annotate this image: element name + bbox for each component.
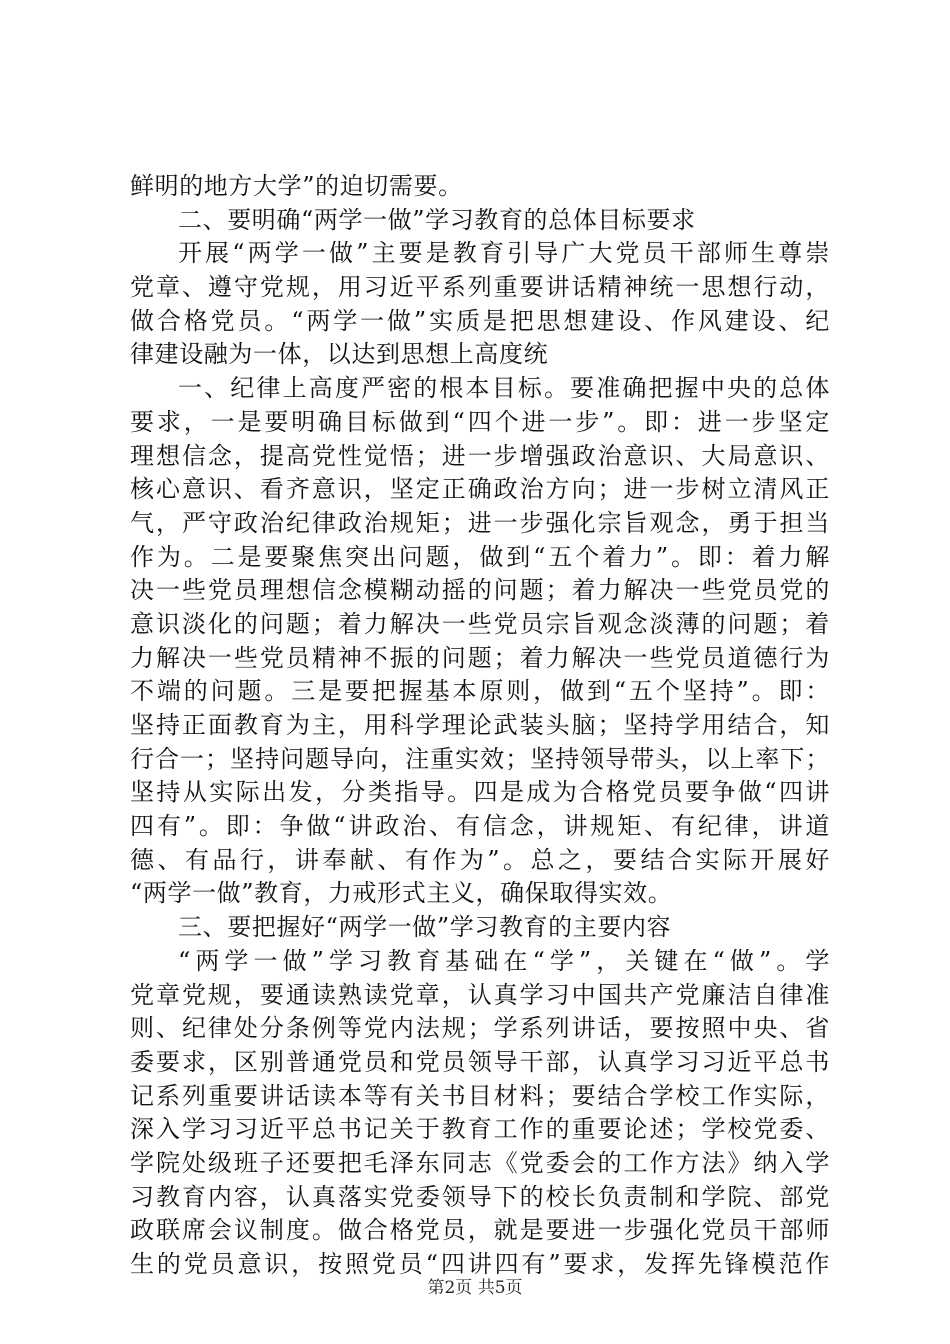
text-line: 行合一；坚持问题导向，注重实效；坚持领导带头，以上率下；: [130, 744, 830, 773]
text-line: 理想信念，提高党性觉悟；进一步增强政治意识、大局意识、: [130, 441, 830, 470]
text-line: 三、要把握好“两学一做”学习教育的主要内容: [178, 913, 672, 942]
text-line: 核心意识、看齐意识，坚定正确政治方向；进一步树立清风正: [130, 475, 830, 504]
text-line: 气，严守政治纪律政治规矩；进一步强化宗旨观念，勇于担当: [130, 508, 830, 537]
page-footer: 第2页 共5页: [427, 1278, 523, 1298]
text-line: “两学一做”学习教育基础在“学”，关键在“做”。学: [178, 946, 830, 975]
text-line: 党章党规，要通读熟读党章，认真学习中国共产党廉洁自律准: [130, 980, 830, 1009]
text-line: 力解决一些党员精神不振的问题；着力解决一些党员道德行为: [130, 643, 830, 672]
text-line: 开展“两学一做”主要是教育引导广大党员干部师生尊崇: [178, 239, 830, 268]
text-line: 意识淡化的问题；着力解决一些党员宗旨观念淡薄的问题；着: [130, 609, 830, 638]
text-line: 政联席会议制度。做合格党员，就是要进一步强化党员干部师: [130, 1216, 830, 1245]
text-line: 委要求，区别普通党员和党员领导干部，认真学习习近平总书: [130, 1047, 830, 1076]
text-line: 作为。二是要聚焦突出问题，做到“五个着力”。即：着力解: [130, 542, 830, 571]
text-line: 做合格党员。“两学一做”实质是把思想建设、作风建设、纪: [130, 306, 830, 335]
text-line: 要求，一是要明确目标做到“四个进一步”。即：进一步坚定: [130, 407, 830, 436]
text-line: 坚持从实际出发，分类指导。四是成为合格党员要争做“四讲: [130, 778, 830, 807]
text-line: 二、要明确“两学一做”学习教育的总体目标要求: [178, 205, 696, 234]
text-line: 记系列重要讲话读本等有关书目材料；要结合学校工作实际，: [130, 1081, 830, 1110]
text-line: 习教育内容，认真落实党委领导下的校长负责制和学院、部党: [130, 1182, 830, 1211]
text-line: 律建设融为一体，以达到思想上高度统: [130, 340, 549, 369]
text-line: 学院处级班子还要把毛泽东同志《党委会的工作方法》纳入学: [130, 1148, 830, 1177]
text-line: “两学一做”教育，力戒形式主义，确保取得实效。: [130, 879, 673, 908]
text-line: 不端的问题。三是要把握基本原则，做到“五个坚持”。即：: [130, 677, 830, 706]
text-line: 德、有品行，讲奉献、有作为”。总之，要结合实际开展好: [130, 845, 830, 874]
text-line: 深入学习习近平总书记关于教育工作的重要论述；学校党委、: [130, 1115, 830, 1144]
document-body: [130, 170, 830, 1282]
text-line: 四有”。即：争做“讲政治、有信念，讲规矩、有纪律，讲道: [130, 812, 830, 841]
text-line: 一、纪律上高度严密的根本目标。要准确把握中央的总体: [178, 374, 830, 403]
text-line: 鲜明的地方大学”的迫切需要。: [130, 172, 463, 200]
text-line: 坚持正面教育为主，用科学理论武装头脑；坚持学用结合，知: [130, 711, 830, 739]
text-line: 生的党员意识，按照党员“四讲四有”要求，发挥先锋模范作: [130, 1250, 830, 1278]
text-line: 党章、遵守党规，用习近平系列重要讲话精神统一思想行动，: [130, 273, 830, 302]
text-line: 决一些党员理想信念模糊动摇的问题；着力解决一些党员党的: [130, 576, 830, 605]
text-line: 则、纪律处分条例等党内法规；学系列讲话，要按照中央、省: [130, 1014, 830, 1043]
